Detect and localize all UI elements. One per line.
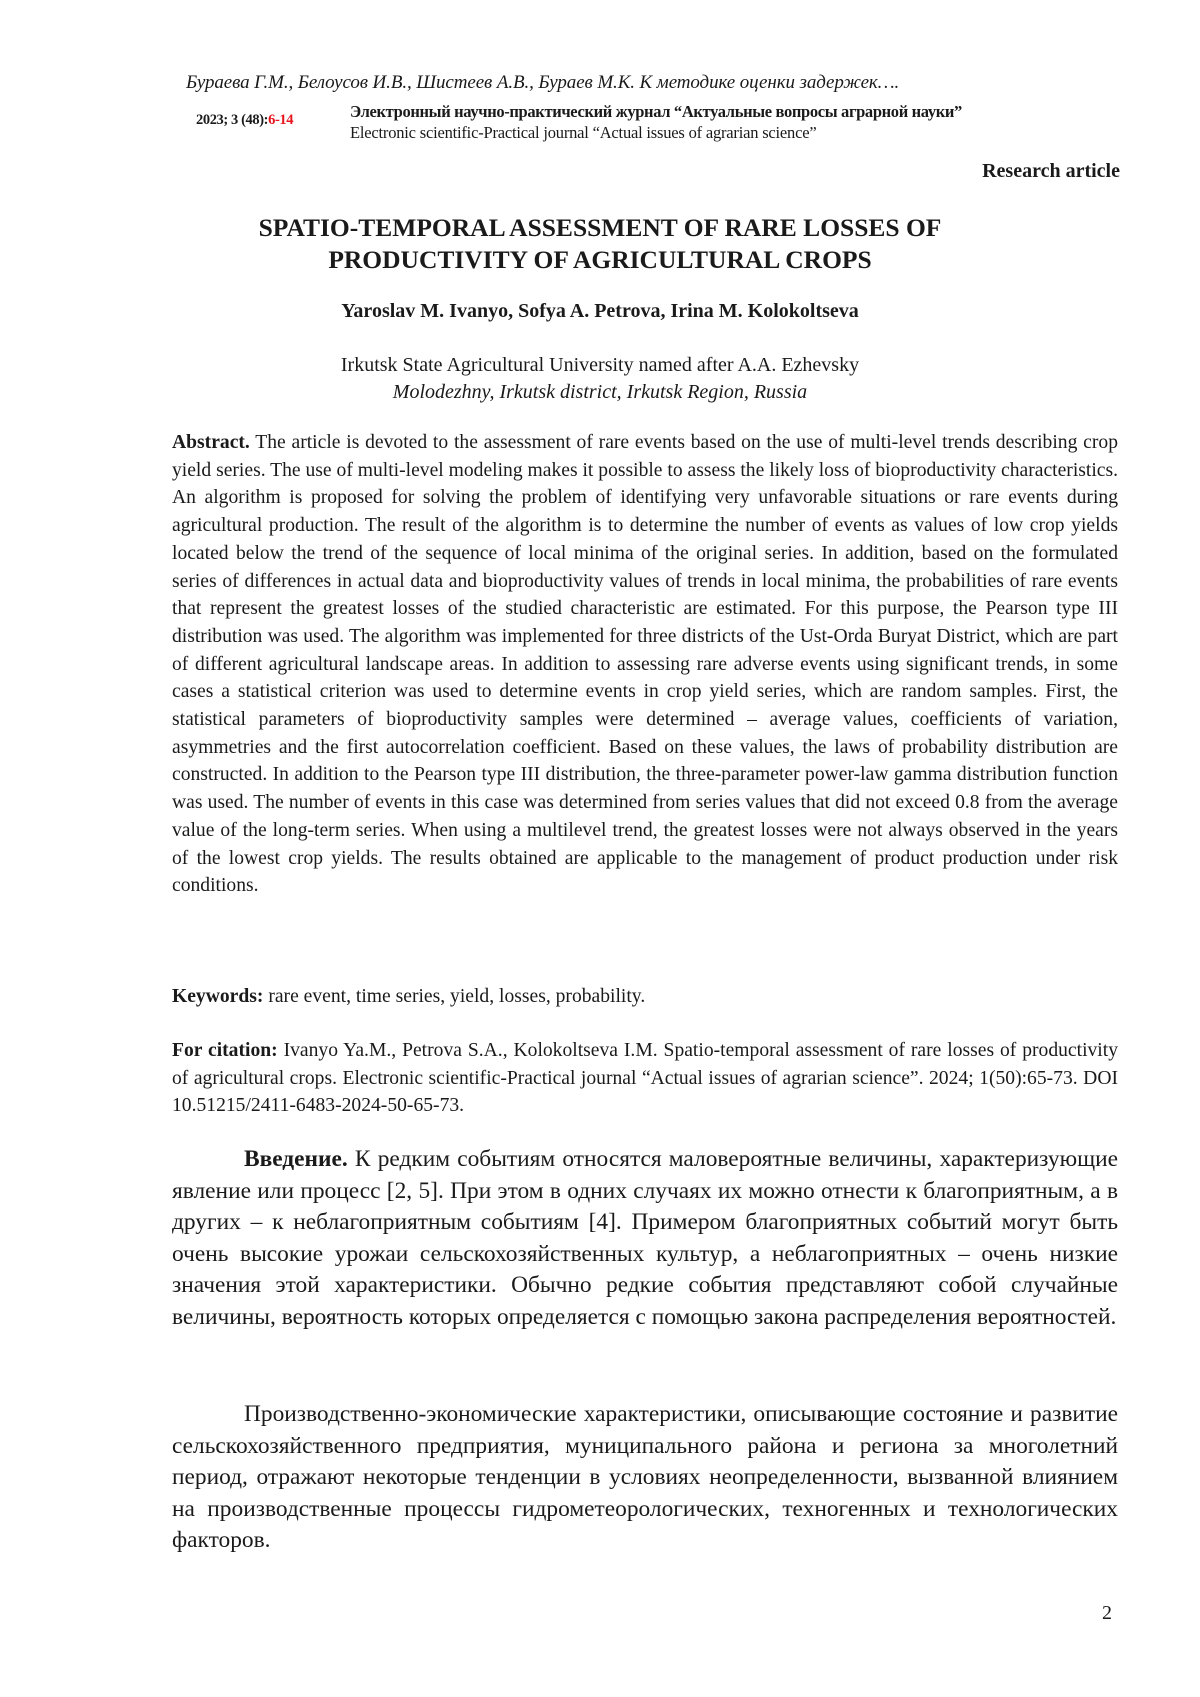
- author-list: Yaroslav M. Ivanyo, Sofya A. Petrova, Irina M. Kolokoltseva: [341, 300, 859, 322]
- article-type-label: Research article: [982, 160, 1120, 182]
- introduction-paragraph: [172, 1144, 1118, 1333]
- abstract: [172, 429, 1118, 900]
- running-head: Бураева Г.М., Белоусов И.В., Шистеев А.В., Бураев М.К. К методике оценки задержек….: [186, 72, 900, 93]
- article-title-line-2: PRODUCTIVITY OF AGRICULTURAL CROPS: [328, 245, 872, 274]
- introduction-text: К редким событиям относятся маловероятные величины, характеризующие явление или процесс [2, 5]. При этом в одних случаях их можно отнести к благоприятным, а в других – к неблагоприятным событиям [4]. Примером благоприятных событий могут быть очень высокие урожаи сельскохозяйственных культур, а неблагоприятных – очень низкие значения этой характеристики. Обычно редкие события представляют собой случайные величины, вероятность которых определяется с помощью закона распределения вероятностей.: [172, 1146, 1118, 1330]
- body-paragraph-2-text: Производственно-экономические характеристики, описывающие состояние и развитие сельскохозяйственного предприятия, муниципального района и региона за многолетний период, отражают некоторые тенденции в условиях неопределенности, вызванной влиянием на производственные процессы гидрометеорологических, техногенных и технологических факторов.: [172, 1401, 1118, 1553]
- affiliation-location: Molodezhny, Irkutsk district, Irkutsk Region, Russia: [392, 381, 808, 403]
- affiliation-institution: Irkutsk State Agricultural University named after A.A. Ezhevsky: [340, 354, 860, 376]
- issue-volume: 2023; 3 (48):: [196, 112, 269, 128]
- article-title-line-1: SPATIO-TEMPORAL ASSESSMENT OF RARE LOSSES OF: [258, 213, 942, 242]
- article-title: [170, 212, 1030, 276]
- issue-pages: 6-14: [268, 112, 294, 128]
- journal-title-ru: Электронный научно-практический журнал “Актуальные вопросы аграрной науки”: [350, 102, 962, 121]
- affiliation: [170, 352, 1030, 406]
- abstract-text: The article is devoted to the assessment of rare events based on the use of multi-level trends describing crop yield series. The use of multi-level modeling makes it possible to assess the likely loss of bioproductivity characteristics. An algorithm is proposed for solving the problem of identifying very unfavorable situations or rare events during agricultural production. The result of the algorithm is to determine the number of events as values of low crop yields located below the trend of the sequence of local minima of the original series. In addition, based on the formulated series of differences in actual data and bioproductivity values of trends in local minima, the probabilities of rare events that represent the greatest losses of the studied characteristic are estimated. For this purpose, the Pearson type III distribution was used. The algorithm was implemented for three districts of the Ust-Orda Buryat District, which are part of different agricultural landscape areas. In addition to assessing rare adverse events using significant trends, in some cases a statistical criterion was used to determine events in crop yield series, which are random samples. First, the statistical parameters of bioproductivity samples were determined – average values, coefficients of variation, asymmetries and the first autocorrelation coefficient. Based on these values, the laws of probability distribution are constructed. In addition to the Pearson type III distribution, the three-parameter power-law gamma distribution function was used. The number of events in this case was determined from series values that did not exceed 0.8 from the average value of the long-term series. When using a multilevel trend, the greatest losses were not always observed in the years of the lowest crop yields. The results obtained are applicable to the management of product production under risk conditions.: [172, 432, 1118, 897]
- keywords: [172, 983, 1118, 1011]
- page-number: 2: [1102, 1602, 1112, 1624]
- citation-label: For citation:: [172, 1040, 278, 1061]
- introduction-section: [172, 1144, 1118, 1333]
- introduction-heading: Введение.: [244, 1146, 348, 1172]
- issue-info: [196, 112, 293, 129]
- citation: [172, 1037, 1118, 1120]
- abstract-label: Abstract.: [172, 432, 250, 453]
- body-paragraph-2: [172, 1399, 1118, 1557]
- keywords-text: rare event, time series, yield, losses, probability.: [263, 986, 646, 1007]
- journal-title-en: Electronic scientific-Practical journal “Actual issues of agrarian science”: [350, 123, 817, 142]
- citation-text: Ivanyo Ya.M., Petrova S.A., Kolokoltseva I.M. Spatio-temporal assessment of rare losses of productivity of agricultural crops. Electronic scientific-Practical journal “Actual issues of agrarian science”. 2024; 1(50):65-73. DOI 10.51215/2411-6483-2024-50-65-73.: [172, 1040, 1118, 1117]
- keywords-label: Keywords:: [172, 986, 264, 1007]
